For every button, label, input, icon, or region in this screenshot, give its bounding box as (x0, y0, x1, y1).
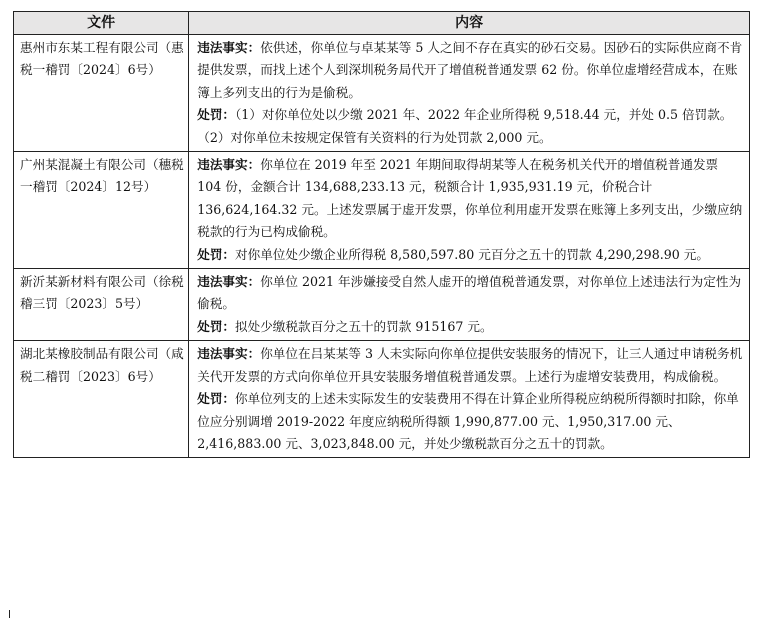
penalty-label: 处罚： (197, 391, 236, 407)
penalty-text: （1）对你单位处以少缴 2021 年、2022 年企业所得税 9,518.44 元，并处 0.5 倍罚款。（2）对你单位未按规定保管有关资料的行为处罚款 2,000 元。 (197, 107, 733, 145)
facts-text: 依供述，你单位与卓某某等 5 人之间不存在真实的砂石交易。因砂石的实际供应商不肯提供发票，而找上述个人到深圳税务局代开了增值税普通发票 62 份。你单位虚增经营成本，在账簿上多列支出的行为是偷税。 (197, 40, 743, 100)
penalty-label: 处罚： (197, 107, 236, 123)
content-column-header: 内容 (189, 12, 750, 35)
facts-label: 违法事实： (197, 346, 261, 362)
violation-facts (197, 37, 745, 104)
table-row (14, 152, 750, 269)
facts-label: 违法事实： (197, 40, 261, 55)
violation-facts (197, 271, 745, 316)
table-row (14, 269, 750, 341)
penalty (197, 104, 745, 149)
penalty-text: 对你单位处少缴企业所得税 8,580,597.80 元百分之五十的罚款 4,290,298.90 元。 (235, 246, 709, 262)
penalty-label: 处罚： (197, 318, 236, 334)
table-row (14, 341, 750, 458)
table-row (14, 35, 750, 152)
text-cursor-mark (9, 610, 10, 618)
facts-text: 你单位在 2019 年至 2021 年期间取得胡某等人在税务机关代开的增值税普通发票 104 份，金额合计 134,688,233.13 元，税额合计 1,935,931.19 元，价税合计 136,624,164.32 元。上述发票属于虚开发票，你单位利用虚开发票在账簿上多列支出，少缴应纳税款的行为已构成偷税。 (197, 157, 743, 240)
penalty (197, 316, 745, 338)
case-content-cell (189, 269, 750, 341)
penalty (197, 388, 745, 455)
penalty-text: 你单位列支的上述未实际发生的安装费用不得在计算企业所得税应纳税所得额时扣除，你单位应分别调增 2019-2022 年度应纳税所得额 1,990,877.00 元、1,950,317.00 元、2,416,883.00 元、3,023,848.00 元，并处少缴税款百分之五十的罚款。 (197, 391, 739, 451)
facts-label: 违法事实： (197, 157, 261, 173)
facts-text: 你单位在吕某某等 3 人未实际向你单位提供安装服务的情况下，让三人通过申请税务机关代开发票的方式向你单位开具安装服务增值税普通发票。上述行为虚增安装费用，构成偷税。 (197, 346, 743, 384)
penalty (197, 244, 745, 266)
case-file-cell: 新沂某新材料有限公司（徐税稽三罚〔2023〕5号） (14, 269, 189, 341)
penalty-cases-table (13, 11, 750, 458)
case-file-cell: 惠州市东某工程有限公司（惠税一稽罚〔2024〕6号） (14, 35, 189, 152)
case-content-cell (189, 341, 750, 458)
header-row (14, 12, 750, 35)
file-column-header: 文件 (14, 12, 189, 35)
penalty-label: 处罚： (197, 246, 236, 262)
penalty-text: 拟处少缴税款百分之五十的罚款 915167 元。 (235, 318, 493, 334)
case-content-cell (189, 35, 750, 152)
violation-facts (197, 154, 745, 244)
case-content-cell (189, 152, 750, 269)
case-file-cell: 广州某混凝土有限公司（穗税一稽罚〔2024〕12号） (14, 152, 189, 269)
violation-facts (197, 343, 745, 388)
facts-text: 你单位 2021 年涉嫌接受自然人虚开的增值税普通发票，对你单位上述违法行为定性为偷税。 (197, 274, 742, 312)
case-file-cell: 湖北某橡胶制品有限公司（咸税二稽罚〔2023〕6号） (14, 341, 189, 458)
facts-label: 违法事实： (197, 274, 261, 290)
